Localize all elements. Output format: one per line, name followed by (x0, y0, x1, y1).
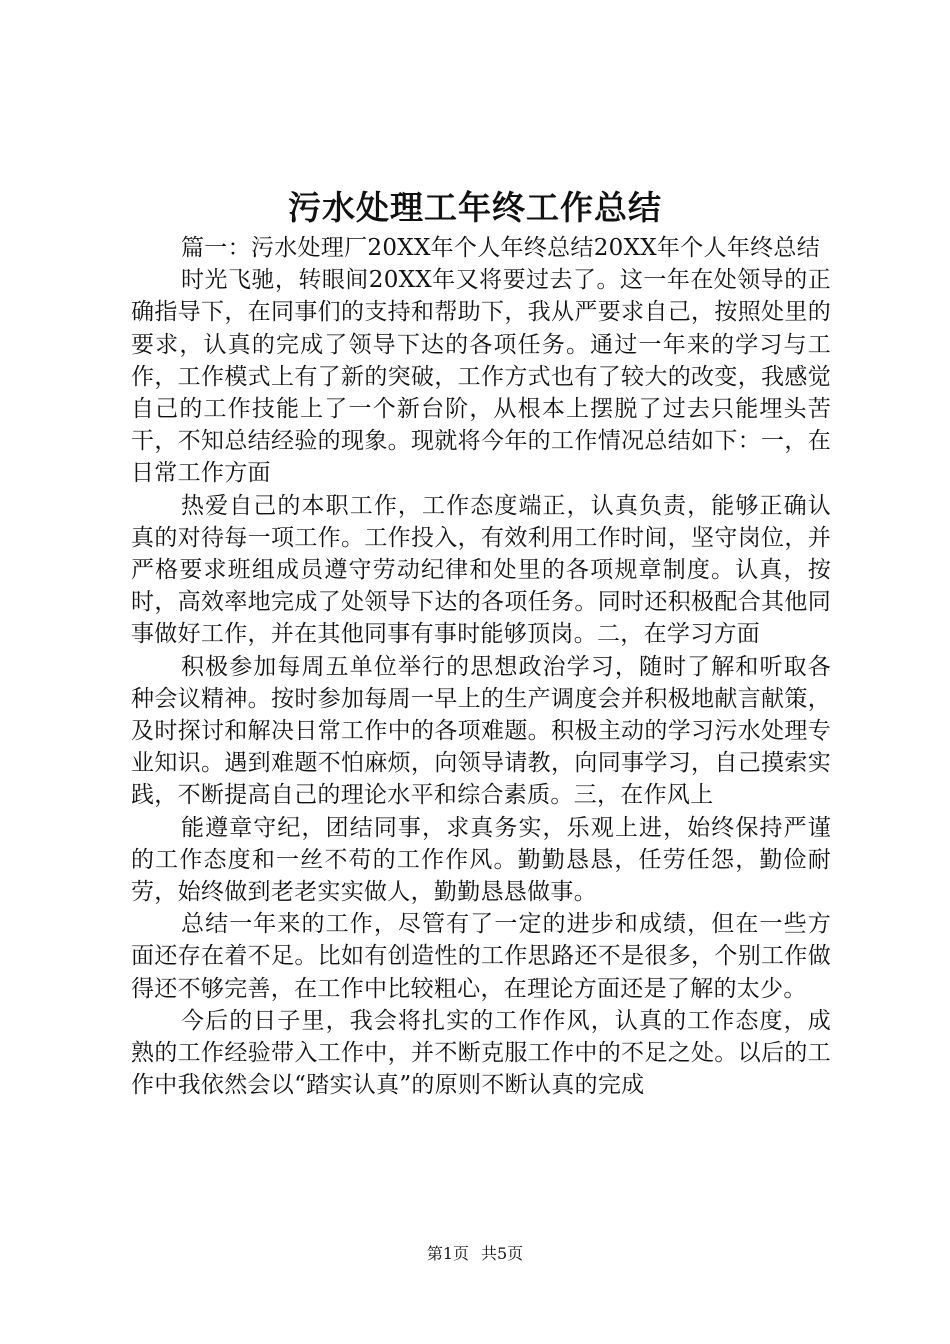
document-title: 污水处理工年终工作总结 (288, 188, 662, 227)
paragraph-study: 积极参加每周五单位举行的思想政治学习，随时了解和听取各种会议精神。按时参加每周一早上的生产调度会并积极地献言献策，及时探讨和解决日常工作中的各项难题。积极主动的学习污水处理专业知识。遇到难题不怕麻烦，向领导请教，向同事学习，自己摸索实践，不断提高自己的理论水平和综合素质。三，在作风上 (131, 653, 831, 809)
page-number: 第1页 (426, 1244, 469, 1263)
paragraph-section-heading: 篇一：污水处理厂20XX年个人年终总结20XX年个人年终总结 (181, 235, 821, 261)
page-footer (0, 1243, 950, 1265)
paragraph-intro: 时光飞驰，转眼间20XX年又将要过去了。这一年在处领导的正确指导下，在同事们的支持和帮助下，我从严要求自己，按照处里的要求，认真的完成了领导下达的各项任务。通过一年来的学习与工作，工作模式上有了新的突破，工作方式也有了较大的改变，我感觉自己的工作技能上了一个新台阶，从根本上摆脱了过去只能埋头苦干，不知总结经验的现象。现就将今年的工作情况总结如下：一，在日常工作方面 (131, 267, 831, 487)
paragraph-daily-work: 热爱自己的本职工作，工作态度端正，认真负责，能够正确认真的对待每一项工作。工作投入，有效利用工作时间，坚守岗位，并严格要求班组成员遵守劳动纪律和处里的各项规章制度。认真，按时，高效率地完成了处领导下达的各项任务。同时还积极配合其他同事做好工作，并在其他同事有事时能够顶岗。二，在学习方面 (131, 492, 831, 648)
document-body (131, 232, 831, 1101)
paragraph-future-plan: 今后的日子里，我会将扎实的工作作风，认真的工作态度，成熟的工作经验带入工作中，并不断克服工作中的不足之处。以后的工作中我依然会以“踏实认真”的原则不断认真的完成 (131, 1007, 831, 1099)
page-total: 共5页 (481, 1244, 524, 1263)
paragraph-work-style: 能遵章守纪，团结同事，求真务实，乐观上进，始终保持严谨的工作态度和一丝不苟的工作作风。勤勤恳恳，任劳任怨，勤俭耐劳，始终做到老老实实做人，勤勤恳恳做事。 (131, 814, 831, 906)
paragraph-shortcomings: 总结一年来的工作，尽管有了一定的进步和成绩，但在一些方面还存在着不足。比如有创造性的工作思路还不是很多，个别工作做得还不够完善，在工作中比较粗心，在理论方面还是了解的太少。 (131, 911, 831, 1002)
